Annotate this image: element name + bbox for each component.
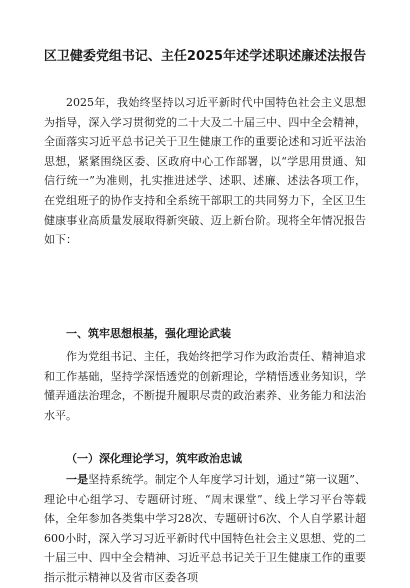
section-1-heading: 一、筑牢思想根基，强化理论武装 [66, 327, 231, 340]
subsection-1-heading: （一）深化理论学习，筑牢政治忠诚 [66, 452, 242, 465]
document-title: 区卫健委党组书记、主任2025年述学述职述廉述法报告 [43, 49, 367, 64]
subsection-1-lead: 一是 [66, 473, 89, 486]
intro-paragraph: 2025年，我始终坚持以习近平新时代中国特色社会主义思想为指导，深入学习贯彻党的二十大及二十届三中、四中全会精神，全面落实习近平总书记关于卫生健康工作的重要论述和习近平法治思想，紧紧围绕区委、区政府中心工作部署，以“学思用贯通、知信行统一”为准则，扎实推进述学、述职、述廉、述法各项工作，在党组班子的协作支持和全系统干部职工的共同努力下，全区卫生健康事业高质量发展取得新突破、迈上新台阶。现将全年情况报告如下： [44, 96, 366, 247]
subsection-1-paragraph-block [44, 470, 366, 588]
section-1-paragraph: 作为党组书记、主任，我始终把学习作为政治责任、精神追求和工作基础，坚持学深悟透党的创新理论，学精悟透业务知识，学懂弄通法治理念，不断提升履职尽责的政治素养、业务能力和法治水平。 [44, 350, 366, 422]
subsection-1-paragraph: 坚持系统学。制定个人年度学习计划，通过“第一议题”、理论中心组学习、专题研讨班、“周末课堂”、线上学习平台等载体，全年参加各类集中学习28次、专题研讨6次、个人自学累计超600小时，深入学习习近平新时代中国特色社会主义思想、党的二十届三中、四中全会精神、习近平总书记关于卫生健康工作的重要指示批示精神以及省市区委各项 [44, 473, 367, 584]
